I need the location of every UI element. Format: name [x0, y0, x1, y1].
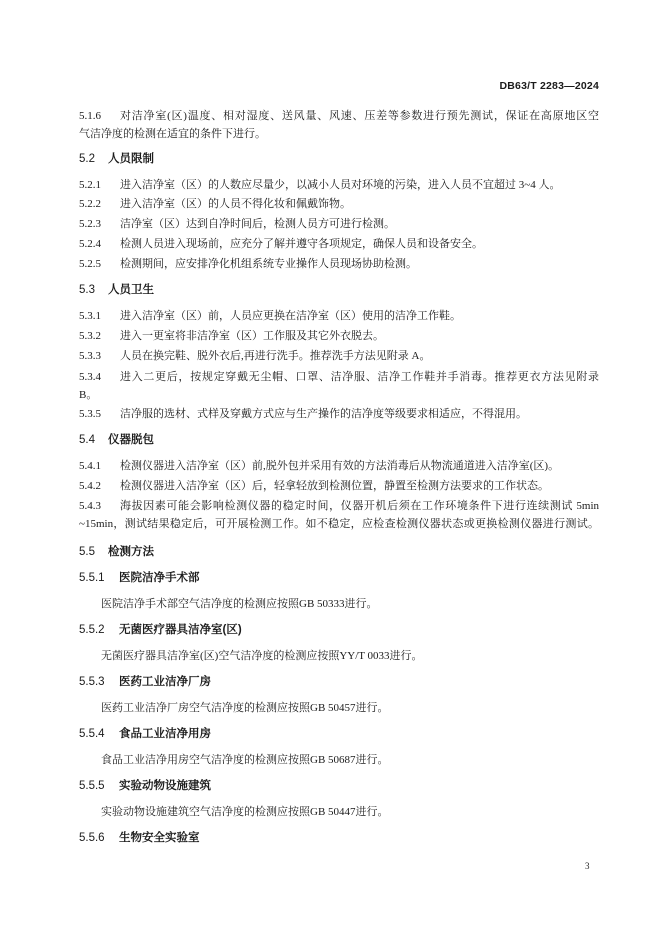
clause-text: 进入洁净室（区）的人数应尽量少，以减小人员对环境的污染，进入人员不宜超过 3~4 人。 [120, 179, 561, 191]
clause-number: 5.2.2 [79, 198, 101, 210]
section-heading-5-2 [79, 150, 154, 168]
subsection-title: 医药工业洁净厂房 [119, 676, 211, 688]
section-number: 5.4 [79, 434, 95, 446]
section-heading-5-3 [79, 281, 154, 299]
clause-5-3-1 [79, 307, 599, 325]
clause-text-continued: 气洁净度的检测在适宜的条件下进行。 [79, 128, 266, 140]
clause-number: 5.2.5 [79, 258, 101, 270]
subsection-body: 实验动物设施建筑空气洁净度的检测应按照GB 50447进行。 [101, 806, 389, 818]
clause-text: 对洁净室(区)温度、相对湿度、送风量、风速、压差等参数进行预先测试，保证在高原地区空 [120, 110, 599, 122]
clause-text: 进入洁净室（区）前，人员应更换在洁净室（区）使用的洁净工作鞋。 [120, 310, 461, 322]
clause-number: 5.3.1 [79, 310, 101, 322]
clause-text: 进入洁净室（区）的人员不得化妆和佩戴饰物。 [120, 198, 351, 210]
clause-number: 5.2.3 [79, 218, 101, 230]
subsection-title: 食品工业洁净用房 [119, 728, 211, 740]
subsection-body: 医药工业洁净厂房空气洁净度的检测应按照GB 50457进行。 [101, 702, 389, 714]
subsection-number: 5.5.4 [79, 728, 105, 740]
clause-text: 人员在换完鞋、脱外衣后,再进行洗手。推荐洗手方法见附录 A。 [120, 350, 431, 362]
subsection-body: 无菌医疗器具洁净室(区)空气洁净度的检测应按照YY/T 0033进行。 [101, 650, 423, 662]
clause-number: 5.3.3 [79, 350, 101, 362]
subsection-number: 5.5.6 [79, 832, 105, 844]
subsection-heading-5-5-2 [79, 621, 242, 639]
section-title: 人员限制 [108, 153, 154, 165]
clause-number: 5.2.1 [79, 179, 101, 191]
subsection-heading-5-5-1 [79, 569, 200, 587]
clause-text: 检测仪器进入洁净室（区）后，轻拿轻放到检测位置，静置至检测方法要求的工作状态。 [120, 480, 549, 492]
page-number: 3 [585, 861, 590, 871]
subsection-number: 5.5.3 [79, 676, 105, 688]
section-title: 检测方法 [108, 546, 154, 558]
subsection-body: 医院洁净手术部空气洁净度的检测应按照GB 50333进行。 [101, 598, 378, 610]
clause-5-2-5 [79, 255, 599, 273]
clause-5-4-3 [79, 497, 599, 533]
subsection-heading-5-5-6 [79, 829, 200, 847]
section-title: 仪器脱包 [108, 434, 154, 446]
document-number-header: DB63/T 2283—2024 [499, 80, 599, 92]
clause-number: 5.4.2 [79, 480, 101, 492]
clause-5-1-6 [79, 107, 599, 143]
clause-5-3-4 [79, 368, 599, 404]
clause-text: 洁净服的选材、式样及穿戴方式应与生产操作的洁净度等级要求相适应，不得混用。 [120, 408, 527, 420]
section-number: 5.5 [79, 546, 95, 558]
clause-text: 进入二更后，按规定穿戴无尘帽、口罩、洁净服、洁净工作鞋并手消毒。推荐更衣方法见附录 [120, 371, 599, 383]
clause-number: 5.2.4 [79, 238, 101, 250]
clause-number: 5.3.4 [79, 371, 101, 383]
subsection-number: 5.5.2 [79, 624, 105, 636]
clause-5-3-2 [79, 327, 599, 345]
clause-5-2-3 [79, 215, 599, 233]
clause-5-3-3 [79, 347, 599, 365]
clause-5-4-1 [79, 457, 599, 475]
clause-text: 检测仪器进入洁净室（区）前,脱外包并采用有效的方法消毒后从物流通道进入洁净室(区)。 [120, 460, 560, 472]
clause-text-continued: B。 [79, 389, 98, 401]
clause-number: 5.1.6 [79, 110, 101, 122]
subsection-heading-5-5-4 [79, 725, 211, 743]
clause-5-2-2 [79, 195, 599, 213]
subsection-title: 实验动物设施建筑 [119, 780, 211, 792]
subsection-number: 5.5.1 [79, 572, 105, 584]
clause-number: 5.3.5 [79, 408, 101, 420]
clause-5-2-1 [79, 176, 599, 194]
clause-text: 检测人员进入现场前，应充分了解并遵守各项规定，确保人员和设备安全。 [120, 238, 483, 250]
clause-number: 5.4.3 [79, 500, 101, 512]
clause-number: 5.3.2 [79, 330, 101, 342]
subsection-heading-5-5-5 [79, 777, 211, 795]
clause-5-2-4 [79, 235, 599, 253]
section-heading-5-5 [79, 543, 154, 561]
clause-5-3-5 [79, 405, 599, 423]
section-heading-5-4 [79, 431, 154, 449]
subsection-title: 生物安全实验室 [119, 832, 200, 844]
clause-text: 检测期间，应安排净化机组系统专业操作人员现场协助检测。 [120, 258, 417, 270]
clause-text: 进入一更室将非洁净室（区）工作服及其它外衣脱去。 [120, 330, 384, 342]
subsection-heading-5-5-3 [79, 673, 211, 691]
subsection-title: 无菌医疗器具洁净室(区) [119, 624, 242, 636]
section-title: 人员卫生 [108, 284, 154, 296]
clause-5-4-2 [79, 477, 599, 495]
clause-text: 洁净室（区）达到自净时间后，检测人员方可进行检测。 [120, 218, 395, 230]
section-number: 5.3 [79, 284, 95, 296]
subsection-number: 5.5.5 [79, 780, 105, 792]
subsection-title: 医院洁净手术部 [119, 572, 200, 584]
clause-number: 5.4.1 [79, 460, 101, 472]
section-number: 5.2 [79, 153, 95, 165]
subsection-body: 食品工业洁净用房空气洁净度的检测应按照GB 50687进行。 [101, 754, 389, 766]
clause-text: 海拔因素可能会影响检测仪器的稳定时间，仪器开机后须在工作环境条件下进行连续测试 5min [120, 500, 599, 512]
clause-text-continued: ~15min，测试结果稳定后，可开展检测工作。如不稳定，应检查检测仪器状态或更换检测仪器进行测试。 [79, 518, 599, 530]
